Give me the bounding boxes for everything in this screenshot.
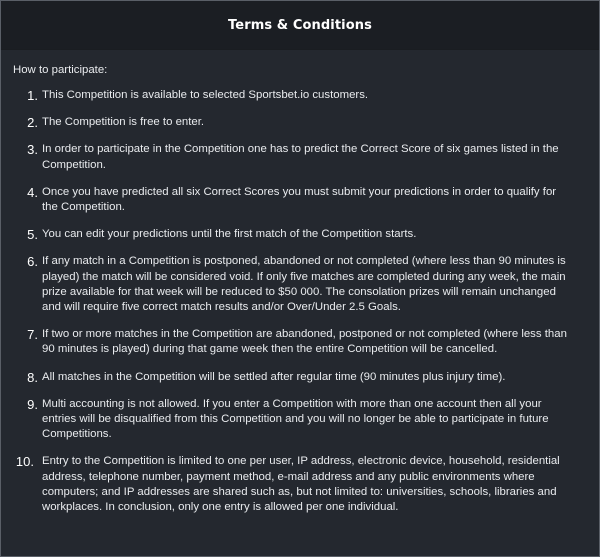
list-item: [13, 115, 599, 130]
item-number: 6.: [27, 254, 38, 270]
list-item: [13, 454, 599, 515]
list-item: [13, 370, 599, 385]
item-number: 7.: [27, 327, 38, 343]
item-text: Once you have predicted all six Correct Scores you must submit your predictions in order to qualify for the Competition.: [42, 185, 557, 214]
list-item: [13, 327, 599, 357]
item-number: 4.: [27, 184, 38, 200]
item-text: Entry to the Competition is limited to one per user, IP address, electronic device, household, residential address, telephone number, payment method, e-mail address and any public environments where computers; and IP addresses are shared such as, but not limited to: universities, schools, libraries and workplaces. In conclusion, only one entry is allowed per one individual.: [42, 455, 560, 514]
list-item: [13, 397, 599, 443]
item-number: 5.: [27, 227, 38, 243]
terms-list: [13, 88, 599, 515]
item-number: 8.: [27, 369, 38, 385]
item-text: If any match in a Competition is postponed, abandoned or not completed (where less than 90 minutes is played) the match will be considered void. If only five matches are completed during any week, the main prize available for that week will be reduced to $50 000. The consolation prizes will remain unchanged and will require five correct match results and/or Over/Under 2.5 Goals.: [42, 255, 566, 314]
list-item: [13, 227, 599, 242]
item-number: 2.: [27, 115, 38, 131]
dialog-title: Terms & Conditions: [228, 17, 372, 33]
item-text: If two or more matches in the Competition are abandoned, postponed or not completed (where less than 90 minutes is played) during that game week then the entire Competition will be cancelled.: [42, 328, 567, 356]
terms-content[interactable]: [1, 63, 599, 515]
list-item: [13, 185, 599, 215]
list-item: [13, 88, 599, 103]
item-text: All matches in the Competition will be settled after regular time (90 minutes plus injury time).: [42, 370, 506, 383]
item-text: Multi accounting is not allowed. If you enter a Competition with more than one account then all your entries will be disqualified from this Competition and you will no longer be able to participate in future Competitions.: [42, 397, 549, 441]
item-number: 10.: [15, 454, 34, 470]
item-text: You can edit your predictions until the first match of the Competition starts.: [42, 228, 417, 241]
intro-text: How to participate:: [13, 64, 108, 76]
item-text: The Competition is free to enter.: [42, 116, 205, 129]
item-text: In order to participate in the Competition one has to predict the Correct Score of six games listed in the Competition.: [42, 143, 559, 171]
list-item: [13, 142, 599, 172]
item-number: 1.: [27, 88, 38, 103]
item-text: This Competition is available to selected Sportsbet.io customers.: [42, 89, 369, 101]
dialog-header: [1, 1, 599, 50]
list-item: [13, 254, 599, 315]
item-number: 3.: [27, 142, 38, 158]
item-number: 9.: [27, 396, 38, 412]
